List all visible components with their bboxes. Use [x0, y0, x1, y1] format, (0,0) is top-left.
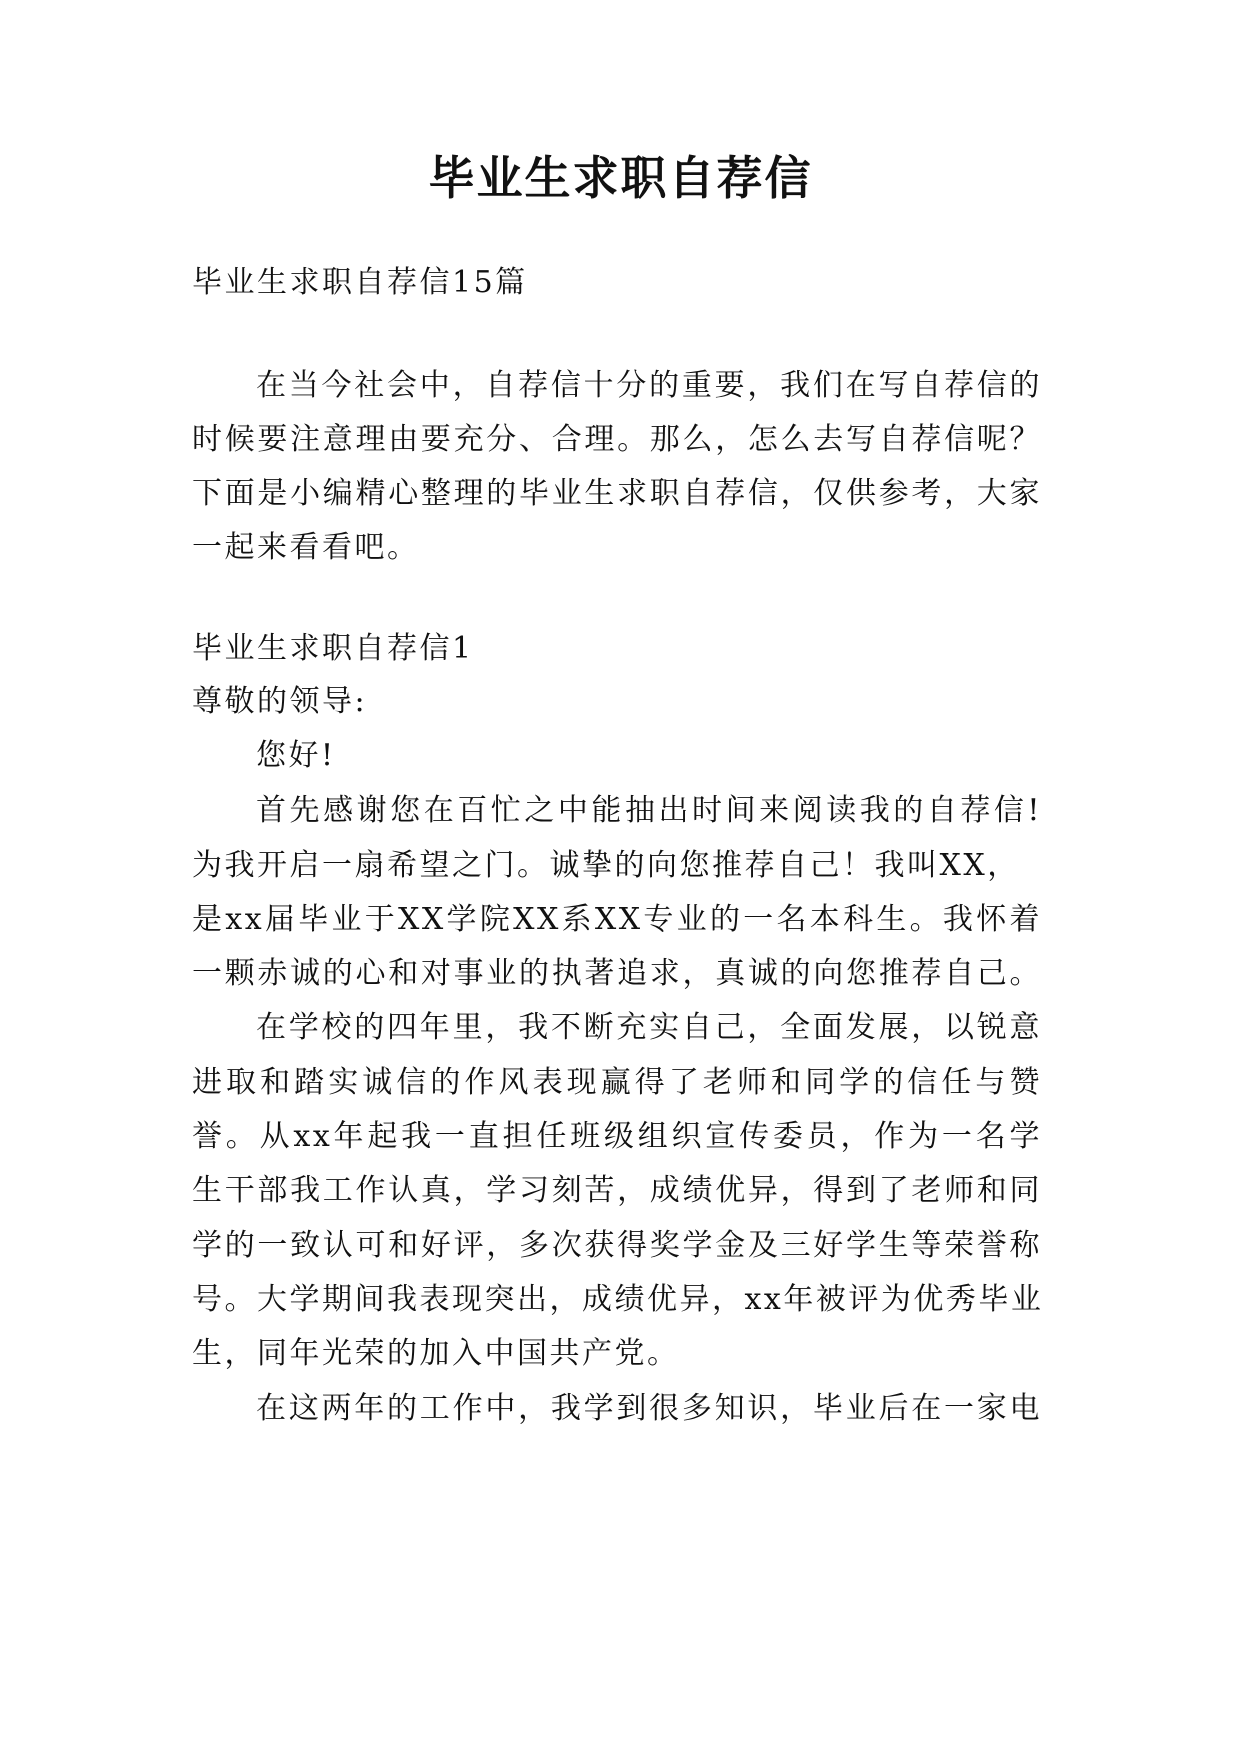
intro-line: 一起来看看吧。: [192, 530, 420, 565]
intro-line: 时候要注意理由要充分、合理。那么，怎么去写自荐信呢？: [192, 422, 1042, 457]
paragraph-line: 首先感谢您在百忙之中能抽出时间来阅读我的自荐信!: [256, 793, 1042, 828]
paragraph-line: 进取和踏实诚信的作风表现赢得了老师和同学的信任与赞: [192, 1065, 1042, 1100]
paragraph-line: 是xx届毕业于XX学院XX系XX专业的一名本科生。我怀着: [192, 902, 1042, 937]
paragraph-line: 生，同年光荣的加入中国共产党。: [192, 1336, 680, 1371]
letter-greeting: 您好!: [256, 738, 336, 773]
paragraph-line: 为我开启一扇希望之门。诚挚的向您推荐自己！我叫XX，: [192, 848, 1020, 883]
intro-line: 在当今社会中，自荐信十分的重要，我们在写自荐信的: [256, 368, 1042, 403]
paragraph-line: 誉。从xx年起我一直担任班级组织宣传委员，作为一名学: [192, 1119, 1042, 1154]
letter-salutation: 尊敬的领导:: [192, 684, 368, 719]
paragraph-line: 在学校的四年里，我不断充实自己，全面发展，以锐意: [256, 1010, 1042, 1045]
paragraph-line: 生干部我工作认真，学习刻苦，成绩优异，得到了老师和同: [192, 1173, 1042, 1208]
paragraph-line: 号。大学期间我表现突出，成绩优异，xx年被评为优秀毕业: [192, 1282, 1044, 1317]
paragraph-line: 学的一致认可和好评，多次获得奖学金及三好学生等荣誉称: [192, 1228, 1042, 1263]
paragraph-line: 一颗赤诚的心和对事业的执著追求，真诚的向您推荐自己。: [192, 956, 1042, 991]
letter-heading: 毕业生求职自荐信1: [192, 631, 474, 666]
document-title: 毕业生求职自荐信: [428, 151, 813, 205]
intro-line: 下面是小编精心整理的毕业生求职自荐信，仅供参考，大家: [192, 476, 1042, 511]
document-subtitle: 毕业生求职自荐信15篇: [192, 265, 528, 300]
paragraph-line: 在这两年的工作中，我学到很多知识，毕业后在一家电: [256, 1391, 1042, 1426]
